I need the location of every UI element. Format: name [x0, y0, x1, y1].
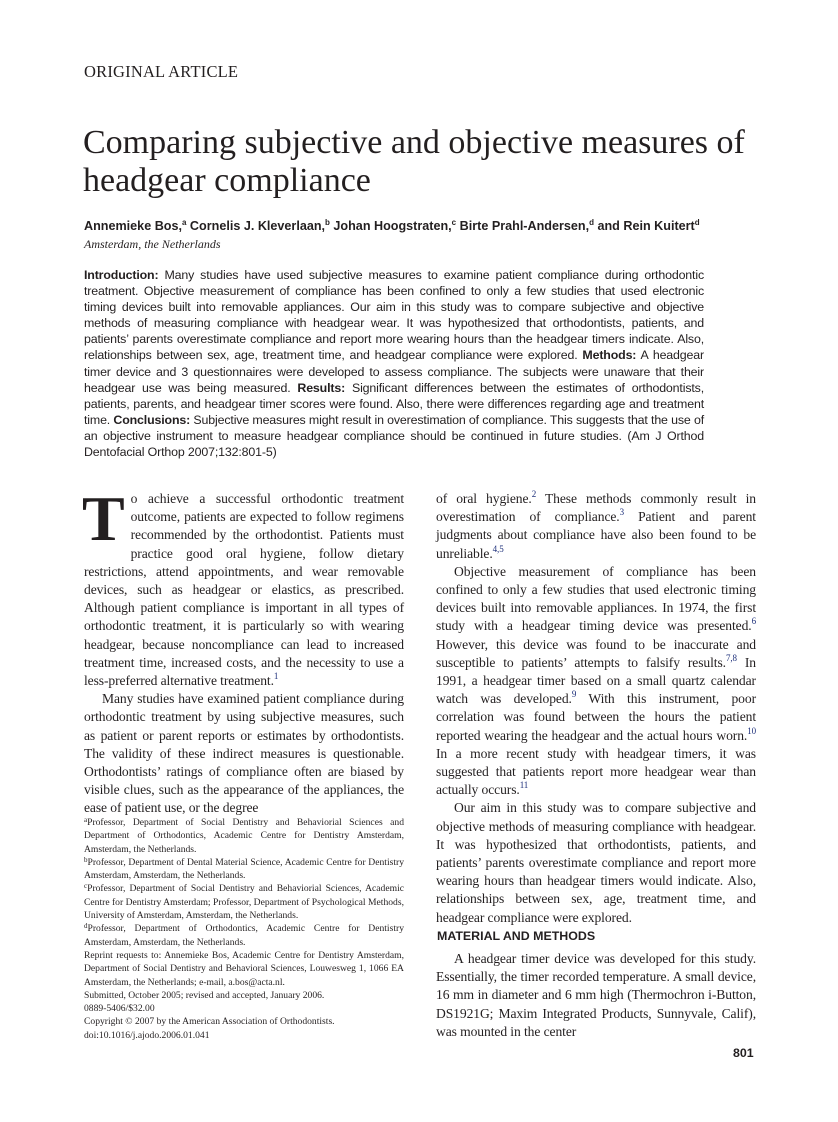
- section-label: ORIGINAL ARTICLE: [84, 62, 239, 81]
- paragraph-text: However, this device was found to be inaccurate and susceptible to patients’ attempts to falsify results.: [436, 636, 756, 670]
- footnote-text: Professor, Department of Dental Material Science, Academic Centre for Dentistry Amsterdam, Amsterdam, the Netherlands.: [84, 856, 404, 882]
- doi: doi:10.1016/j.ajodo.2006.01.041: [84, 1029, 210, 1041]
- author-location: Amsterdam, the Netherlands: [84, 237, 221, 251]
- paragraph-text: of oral hygiene.: [436, 491, 532, 506]
- page-number: 801: [733, 1046, 754, 1060]
- paragraph-text: In a more recent study with headgear timers, it was suggested that patients report more headgear wear than actually occurs.: [436, 745, 756, 798]
- author-name: Annemieke Bos,: [84, 219, 182, 233]
- article-title: Comparing subjective and objective measures of headgear compliance: [83, 124, 745, 199]
- abstract-conclusions-text: Subjective measures might result in overestimation of compliance. This suggests that the use of an objective instrument to measure headgear compliance should be continued in future studies. (Am J Orthod Dentofacial Orthop 2007;132:801-5): [84, 412, 704, 460]
- paragraph-text: Objective measurement of compliance has been confined to only a few studies that used electronic timing devices built into removable appliances. In 1974, the first study with a headgear timing device was presented.: [436, 563, 756, 634]
- citation-link[interactable]: 11: [519, 780, 529, 791]
- author-name: Cornelis J. Kleverlaan,: [186, 219, 326, 233]
- affiliation-mark: d: [694, 218, 700, 227]
- body-paragraph: A headgear timer device was developed for this study. Essentially, the timer recorded temperature. A small device, 16 mm in diameter and 6 mm high (Thermochron i-Button, DS1921G; Maxim Integrated Products, Sunnyvale, Calif), was mounted in the center: [436, 951, 756, 1039]
- paragraph-text: With this instrument, poor correlation was found between the hours the patient reported wearing the headgear and the actual hours worn.: [436, 691, 757, 743]
- footnote-text: Professor, Department of Social Dentistry and Behaviorial Sciences and Department of Orthodontics, Academic Centre for Dentistry Amsterdam, Amsterdam, the Netherlands.: [84, 817, 404, 855]
- paragraph-text: o achieve a successful orthodontic treatment outcome, patients are expected to follow regimens recommended by the orthodontist. Patients must practice good oral hygiene, follow dietary restrictions, attend appointments, and wear removable devices, such as headgear or elastics, as prescribed. Although patient compliance is important in all types of orthodontic treatment, it is particularly so with wearing headgear, because noncompliance can lead to increased treatment time, increased costs, and the necessity to use a less-preferred alternative treatment.: [84, 491, 404, 689]
- citation-link[interactable]: 2: [531, 489, 537, 499]
- abstract-results-text: Significant differences between the estimates of orthodontists, patients, parents, and headgear timer scores were found. Also, there were differences regarding age and treatment time.: [84, 380, 704, 427]
- abstract-intro-label: Introduction:: [84, 268, 159, 282]
- citation-link[interactable]: 9: [571, 689, 577, 700]
- body-paragraph: [82, 483, 404, 690]
- author-name: Johan Hoogstraten,: [329, 219, 452, 233]
- drop-cap: T: [82, 483, 125, 554]
- author-name: and Rein Kuitert: [593, 219, 695, 233]
- paragraph-text: These methods commonly result in overestimation of compliance.: [436, 491, 756, 525]
- footnotes: [84, 816, 404, 1042]
- submission-dates: Submitted, October 2005; revised and accepted, January 2006.: [84, 989, 325, 1001]
- affiliation-mark: b: [325, 218, 330, 227]
- citation-link[interactable]: 3: [619, 507, 625, 518]
- footnote-mark: d: [84, 922, 88, 931]
- footnote-d: [84, 922, 404, 949]
- body-column-left: [82, 483, 404, 818]
- citation-link[interactable]: 10: [747, 725, 756, 736]
- abstract: [84, 267, 704, 460]
- paragraph-text: In 1991, a headgear timer based on a small quartz calendar watch was developed.: [436, 654, 756, 707]
- affiliation-mark: d: [589, 218, 594, 227]
- body-paragraph: Many studies have examined patient compliance during orthodontic treatment by using subjective measures, such as patient or parent reports or estimates by orthodontists. The validity of these indirect measures is questionable. Orthodontists’ ratings of compliance often are biased by visible clues, such as the appearance of the appliances, the ease of patient use, or the degree: [84, 691, 404, 816]
- body-column-right-methods: [436, 950, 756, 1041]
- body-paragraph: Our aim in this study was to compare subjective and objective methods of measuring compliance with headgear. It was hypothesized that orthodontists, patients, and patients’ parents overestimate compliance and report more wearing hours than headgear timers would indicate. Also, relationships between sex, age, treatment time, and headgear compliance were explored.: [436, 800, 756, 925]
- footnote-b: [84, 856, 404, 883]
- footnote-mark: a: [84, 816, 88, 824]
- citation-link[interactable]: 1: [273, 671, 279, 682]
- affiliation-mark: a: [181, 218, 187, 227]
- abstract-conclusions-label: Conclusions:: [113, 412, 191, 427]
- footnote-text: Professor, Department of Social Dentistry and Behaviorial Sciences, Academic Centre for Dentistry Amsterdam; Professor, Department of Psychological Methods, University of Amsterdam, Amsterdam, the Netherlands.: [84, 883, 404, 922]
- body-paragraph: [436, 490, 756, 563]
- citation-link[interactable]: 4,5: [492, 543, 504, 554]
- citation-link[interactable]: 6: [751, 616, 756, 627]
- footnote-mark: b: [84, 855, 88, 864]
- body-paragraph: [436, 563, 756, 800]
- abstract-results-label: Results:: [297, 380, 346, 395]
- footnote-text: Professor, Department of Orthodontics, Academic Centre for Dentistry Amsterdam, Amsterdam, the Netherlands.: [84, 923, 404, 948]
- section-heading-methods: MATERIAL AND METHODS: [437, 929, 596, 943]
- author-list: [84, 219, 764, 233]
- paragraph-text: Patient and parent judgments about compliance have also been found to be unreliable.: [436, 509, 756, 561]
- body-column-right: [436, 490, 756, 927]
- copyright: Copyright © 2007 by the American Association of Orthodontists.: [84, 1016, 335, 1028]
- issn: 0889-5406/$32.00: [84, 1003, 155, 1015]
- affiliation-mark: c: [451, 218, 457, 227]
- footnote-c: [84, 882, 404, 922]
- footnote-mark: c: [84, 882, 88, 891]
- footnote-a: [84, 816, 404, 856]
- abstract-methods-label: Methods:: [582, 348, 637, 363]
- author-name: Birte Prahl-Andersen,: [456, 219, 590, 233]
- abstract-methods-text: A headgear timer device and 3 questionnaires were developed to assess compliance. The subjects were unaware that their headgear use was being measured.: [84, 348, 704, 395]
- citation-link[interactable]: 7,8: [725, 652, 737, 663]
- reprint-requests: Reprint requests to: Annemieke Bos, Academic Centre for Dentistry Amsterdam, Department of Social Dentistry and Behavioral Sciences, Louwesweg 1, 1066 EA Amsterdam, the Netherlands; e-mail, a.bos@acta.nl.: [84, 949, 404, 988]
- abstract-intro-text: Many studies have used subjective measures to examine patient compliance during orthodontic treatment. Objective measurement of compliance has been confined to only a few studies that used electronic timing devices built into removable appliances. Our aim in this study was to compare subjective and objective methods of measuring compliance with headgear wear. It was hypothesized that orthodontists, patients, and patients’ parents overestimate compliance and report more wearing hours than the headgear timers indicate. Also, relationships between sex, age, treatment time, and headgear compliance were explored.: [84, 268, 704, 363]
